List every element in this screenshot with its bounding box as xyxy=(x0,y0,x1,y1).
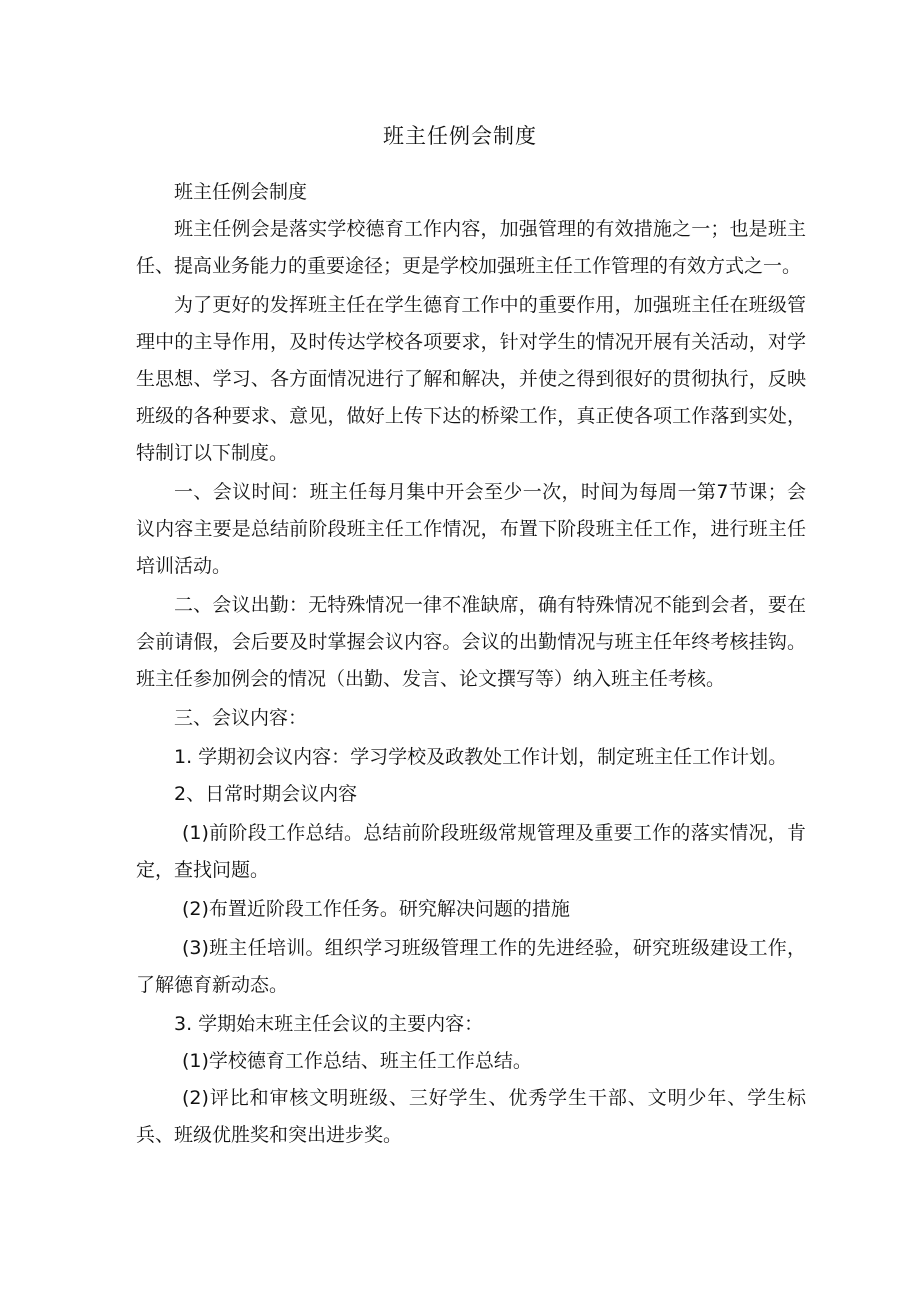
paragraph-daily-item-2: (2)布置近阶段工作任务。研究解决问题的措施 xyxy=(182,898,570,920)
paragraph-intro: 班主任例会是落实学校德育工作内容，加强管理的有效措施之一；也是班主任、提高业务能力的重要途径；更是学校加强班主任工作管理的有效方式之一。 xyxy=(136,218,806,277)
document-title: 班主任例会制度 xyxy=(383,124,537,148)
paragraph-daily-item-3: (3)班主任培训。组织学习班级管理工作的先进经验，研究班级建设工作，了解德育新动态。 xyxy=(136,937,806,996)
paragraph-attendance: 二、会议出勤：无特殊情况一律不准缺席，确有特殊情况不能到会者，要在会前请假，会后要及时掌握会议内容。会议的出勤情况与班主任年终考核挂钩。班主任参加例会的情况（出勤、发言、论文撰写等）纳入班主任考核。 xyxy=(136,594,806,690)
paragraph-daily-heading: 2、日常时期会议内容 xyxy=(174,783,358,805)
paragraph-subtitle: 班主任例会制度 xyxy=(174,181,308,203)
document-body xyxy=(136,174,806,1154)
paragraph-purpose: 为了更好的发挥班主任在学生德育工作中的重要作用，加强班主任在班级管理中的主导作用，及时传达学校各项要求，针对学生的情况开展有关活动，对学生思想、学习、各方面情况进行了解和解决，并使之得到很好的贯彻执行，反映班级的各种要求、意见，做好上传下达的桥梁工作，真正使各项工作落到实处，特制订以下制度。 xyxy=(136,294,806,464)
paragraph-term-end-heading: 3. 学期始末班主任会议的主要内容： xyxy=(174,1013,484,1035)
paragraph-term-start: 1. 学期初会议内容：学习学校及政教处工作计划，制定班主任工作计划。 xyxy=(174,746,788,768)
paragraph-meeting-time: 一、会议时间：班主任每月集中开会至少一次，时间为每周一第7节课；会议内容主要是总结前阶段班主任工作情况，布置下阶段班主任工作，进行班主任培训活动。 xyxy=(136,481,806,577)
paragraph-content-heading: 三、会议内容： xyxy=(174,707,308,729)
paragraph-daily-item-1: (1)前阶段工作总结。总结前阶段班级常规管理及重要工作的落实情况，肯定，查找问题。 xyxy=(136,822,806,881)
paragraph-term-end-item-1: (1)学校德育工作总结、班主任工作总结。 xyxy=(182,1050,532,1072)
paragraph-term-end-item-2: (2)评比和审核文明班级、三好学生、优秀学生干部、文明少年、学生标兵、班级优胜奖和突出进步奖。 xyxy=(136,1087,806,1146)
